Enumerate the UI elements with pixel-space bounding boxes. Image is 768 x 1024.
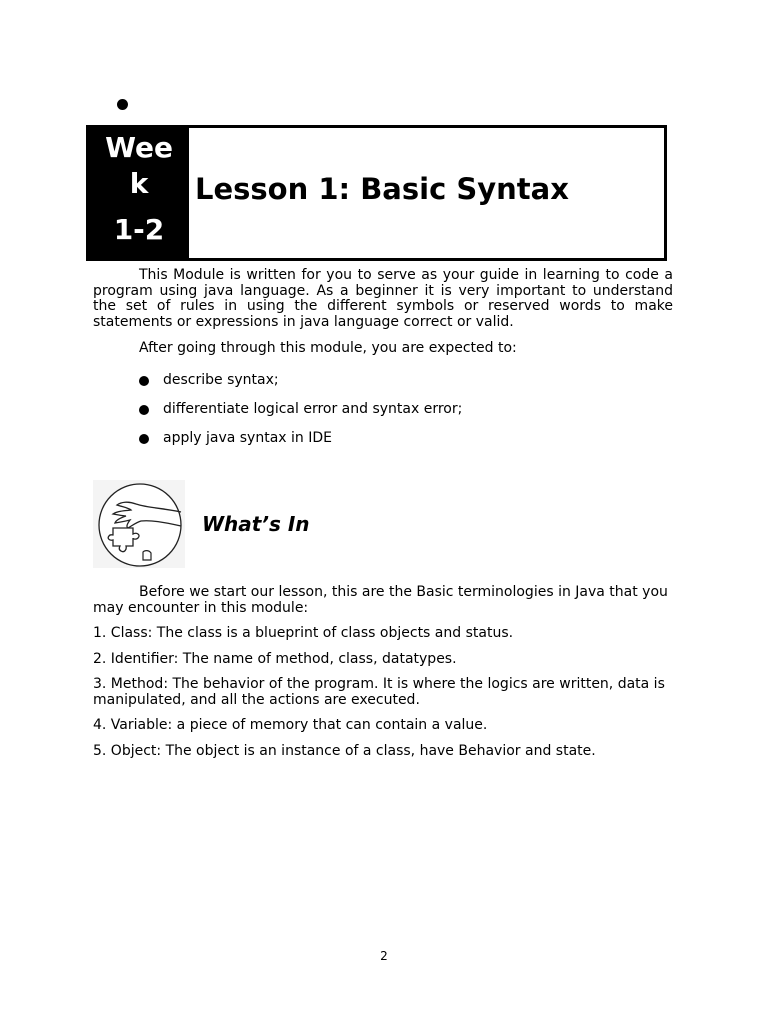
lesson-header: [86, 125, 667, 261]
week-label: [89, 128, 189, 258]
intro-paragraph: This Module is written for you to serve as your guide in learning to code a program using java language. As a beginner it is very important to understand the set of rules in using the different symbols or reserved words to make statements or expressions in java language correct or valid.: [93, 267, 673, 330]
objective-text: apply java syntax in IDE: [163, 430, 332, 446]
expectation-text: After going through this module, you are expected to:: [139, 340, 517, 356]
bullet-icon: [139, 434, 149, 444]
puzzle-hand-icon: [93, 480, 185, 568]
page-number: 2: [380, 949, 388, 963]
list-item: 5. Object: The object is an instance of a class, have Behavior and state.: [93, 742, 596, 759]
objective-text: differentiate logical error and syntax error;: [163, 401, 463, 417]
bullet-icon: [139, 405, 149, 415]
list-item: 2. Identifier: The name of method, class, datatypes.: [93, 650, 457, 667]
terminology-intro: Before we start our lesson, this are the Basic terminologies in Java that you may encounter in this module:: [93, 584, 668, 616]
objectives-list: [139, 372, 462, 459]
terminology-list: [93, 626, 678, 769]
lesson-title: Lesson 1: Basic Syntax: [195, 172, 569, 206]
list-item: [139, 430, 462, 459]
week-label-line3: 1-2: [113, 213, 165, 246]
list-item: [139, 401, 462, 430]
list-item: [139, 372, 462, 401]
list-item: 3. Method: The behavior of the program. It is where the logics are written, data is manipulated, and all the actions are executed.: [93, 676, 665, 708]
list-item: 4. Variable: a piece of memory that can contain a value.: [93, 717, 488, 733]
objective-text: describe syntax;: [163, 372, 279, 388]
whats-in-heading: What’s In: [202, 512, 310, 536]
bullet-icon: [139, 376, 149, 386]
list-item: 1. Class: The class is a blueprint of class objects and status.: [93, 625, 514, 641]
week-label-line2: k: [129, 167, 149, 200]
week-label-line1: Wee: [105, 131, 173, 164]
decorative-bullet: [117, 99, 128, 110]
